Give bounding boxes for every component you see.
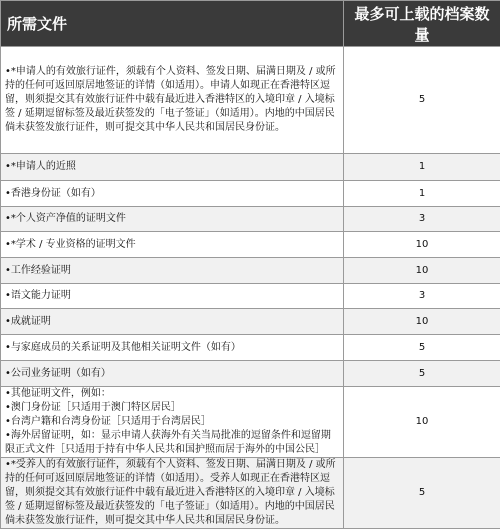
- table-row: [1, 361, 500, 387]
- file-count-cell: 1: [344, 181, 500, 207]
- document-cell: [1, 258, 344, 284]
- document-cell: [1, 181, 344, 207]
- table-row: [1, 387, 500, 458]
- file-count-cell: 5: [344, 47, 500, 154]
- document-cell: [1, 387, 344, 458]
- header-required-documents: 所需文件: [1, 1, 344, 47]
- document-cell: [1, 335, 344, 361]
- document-text: •与家庭成员的关系证明及其他相关证明文件（如有）: [5, 341, 339, 355]
- document-cell: [1, 47, 344, 154]
- document-cell: [1, 154, 344, 181]
- file-count-cell: 10: [344, 309, 500, 335]
- file-count-cell: 5: [344, 361, 500, 387]
- table-row: [1, 458, 500, 529]
- document-cell: [1, 232, 344, 258]
- document-text: •*学术 / 专业资格的证明文件: [5, 238, 339, 252]
- file-count-cell: 3: [344, 284, 500, 309]
- header-max-upload-count: 最多可上载的档案数量: [344, 1, 500, 47]
- table-row: [1, 258, 500, 284]
- file-count-cell: 10: [344, 258, 500, 284]
- file-count-cell: 3: [344, 207, 500, 232]
- table-header-row: [1, 1, 500, 47]
- document-text: •其他证明文件，例如：: [5, 387, 339, 401]
- document-cell: [1, 207, 344, 232]
- table-row: [1, 232, 500, 258]
- file-count-cell: 10: [344, 387, 500, 458]
- document-cell: [1, 284, 344, 309]
- document-text: •*个人资产净值的证明文件: [5, 212, 339, 226]
- document-cell: [1, 309, 344, 335]
- document-text: •工作经验证明: [5, 264, 339, 278]
- table-row: [1, 335, 500, 361]
- document-text: •语文能力证明: [5, 289, 339, 303]
- table-body: [1, 47, 500, 529]
- table-row: [1, 154, 500, 181]
- table-row: [1, 284, 500, 309]
- document-text: •*申请人的有效旅行证件，须载有个人资料、签发日期、届满日期及 / 或所持的任何可返回原居地签证的详情（如适用）。申请人如现正在香港特区逗留，则须提交其有效旅行证件中载有最近进入香港特区的入境印章 / 入境标签 / 延期逗留标签及最近获签发的「电子签证」（如适用）。内地的中国居民倘未获签发旅行证件，则可提交其中华人民共和国居民身份证。: [5, 65, 339, 135]
- document-text: •成就证明: [5, 315, 339, 329]
- document-cell: [1, 361, 344, 387]
- document-cell: [1, 458, 344, 529]
- document-text: •*申请人的近照: [5, 160, 339, 174]
- file-count-cell: 1: [344, 154, 500, 181]
- table-row: [1, 181, 500, 207]
- document-text: •台湾户籍和台湾身份证［只适用于台湾居民］: [5, 415, 339, 429]
- file-count-cell: 5: [344, 458, 500, 529]
- file-count-cell: 10: [344, 232, 500, 258]
- document-text: •公司业务证明（如有）: [5, 367, 339, 381]
- document-text: •*受养人的有效旅行证件，须载有个人资料、签发日期、届满日期及 / 或所持的任何可返回原居地签证的详情（如适用）。受养人如现正在香港特区逗留，则须提交其有效旅行证件中载有最近进入香港特区的入境印章 / 入境标签 / 延期逗留标签及最近获签发的「电子签证」（如适用）。内地的中国居民倘未获签发旅行证件，则可提交其中华人民共和国居民身份证。: [5, 458, 339, 528]
- document-text: •海外居留证明，如：显示申请人获海外有关当局批准的逗留条件和逗留期限正式文件［只适用于持有中华人民共和国护照而居于海外的中国公民］: [5, 429, 339, 457]
- file-count-cell: 5: [344, 335, 500, 361]
- table-row: [1, 207, 500, 232]
- table-row: [1, 47, 500, 154]
- document-text: •澳门身份证［只适用于澳门特区居民］: [5, 401, 339, 415]
- table-row: [1, 309, 500, 335]
- document-text: •香港身份证（如有）: [5, 187, 339, 201]
